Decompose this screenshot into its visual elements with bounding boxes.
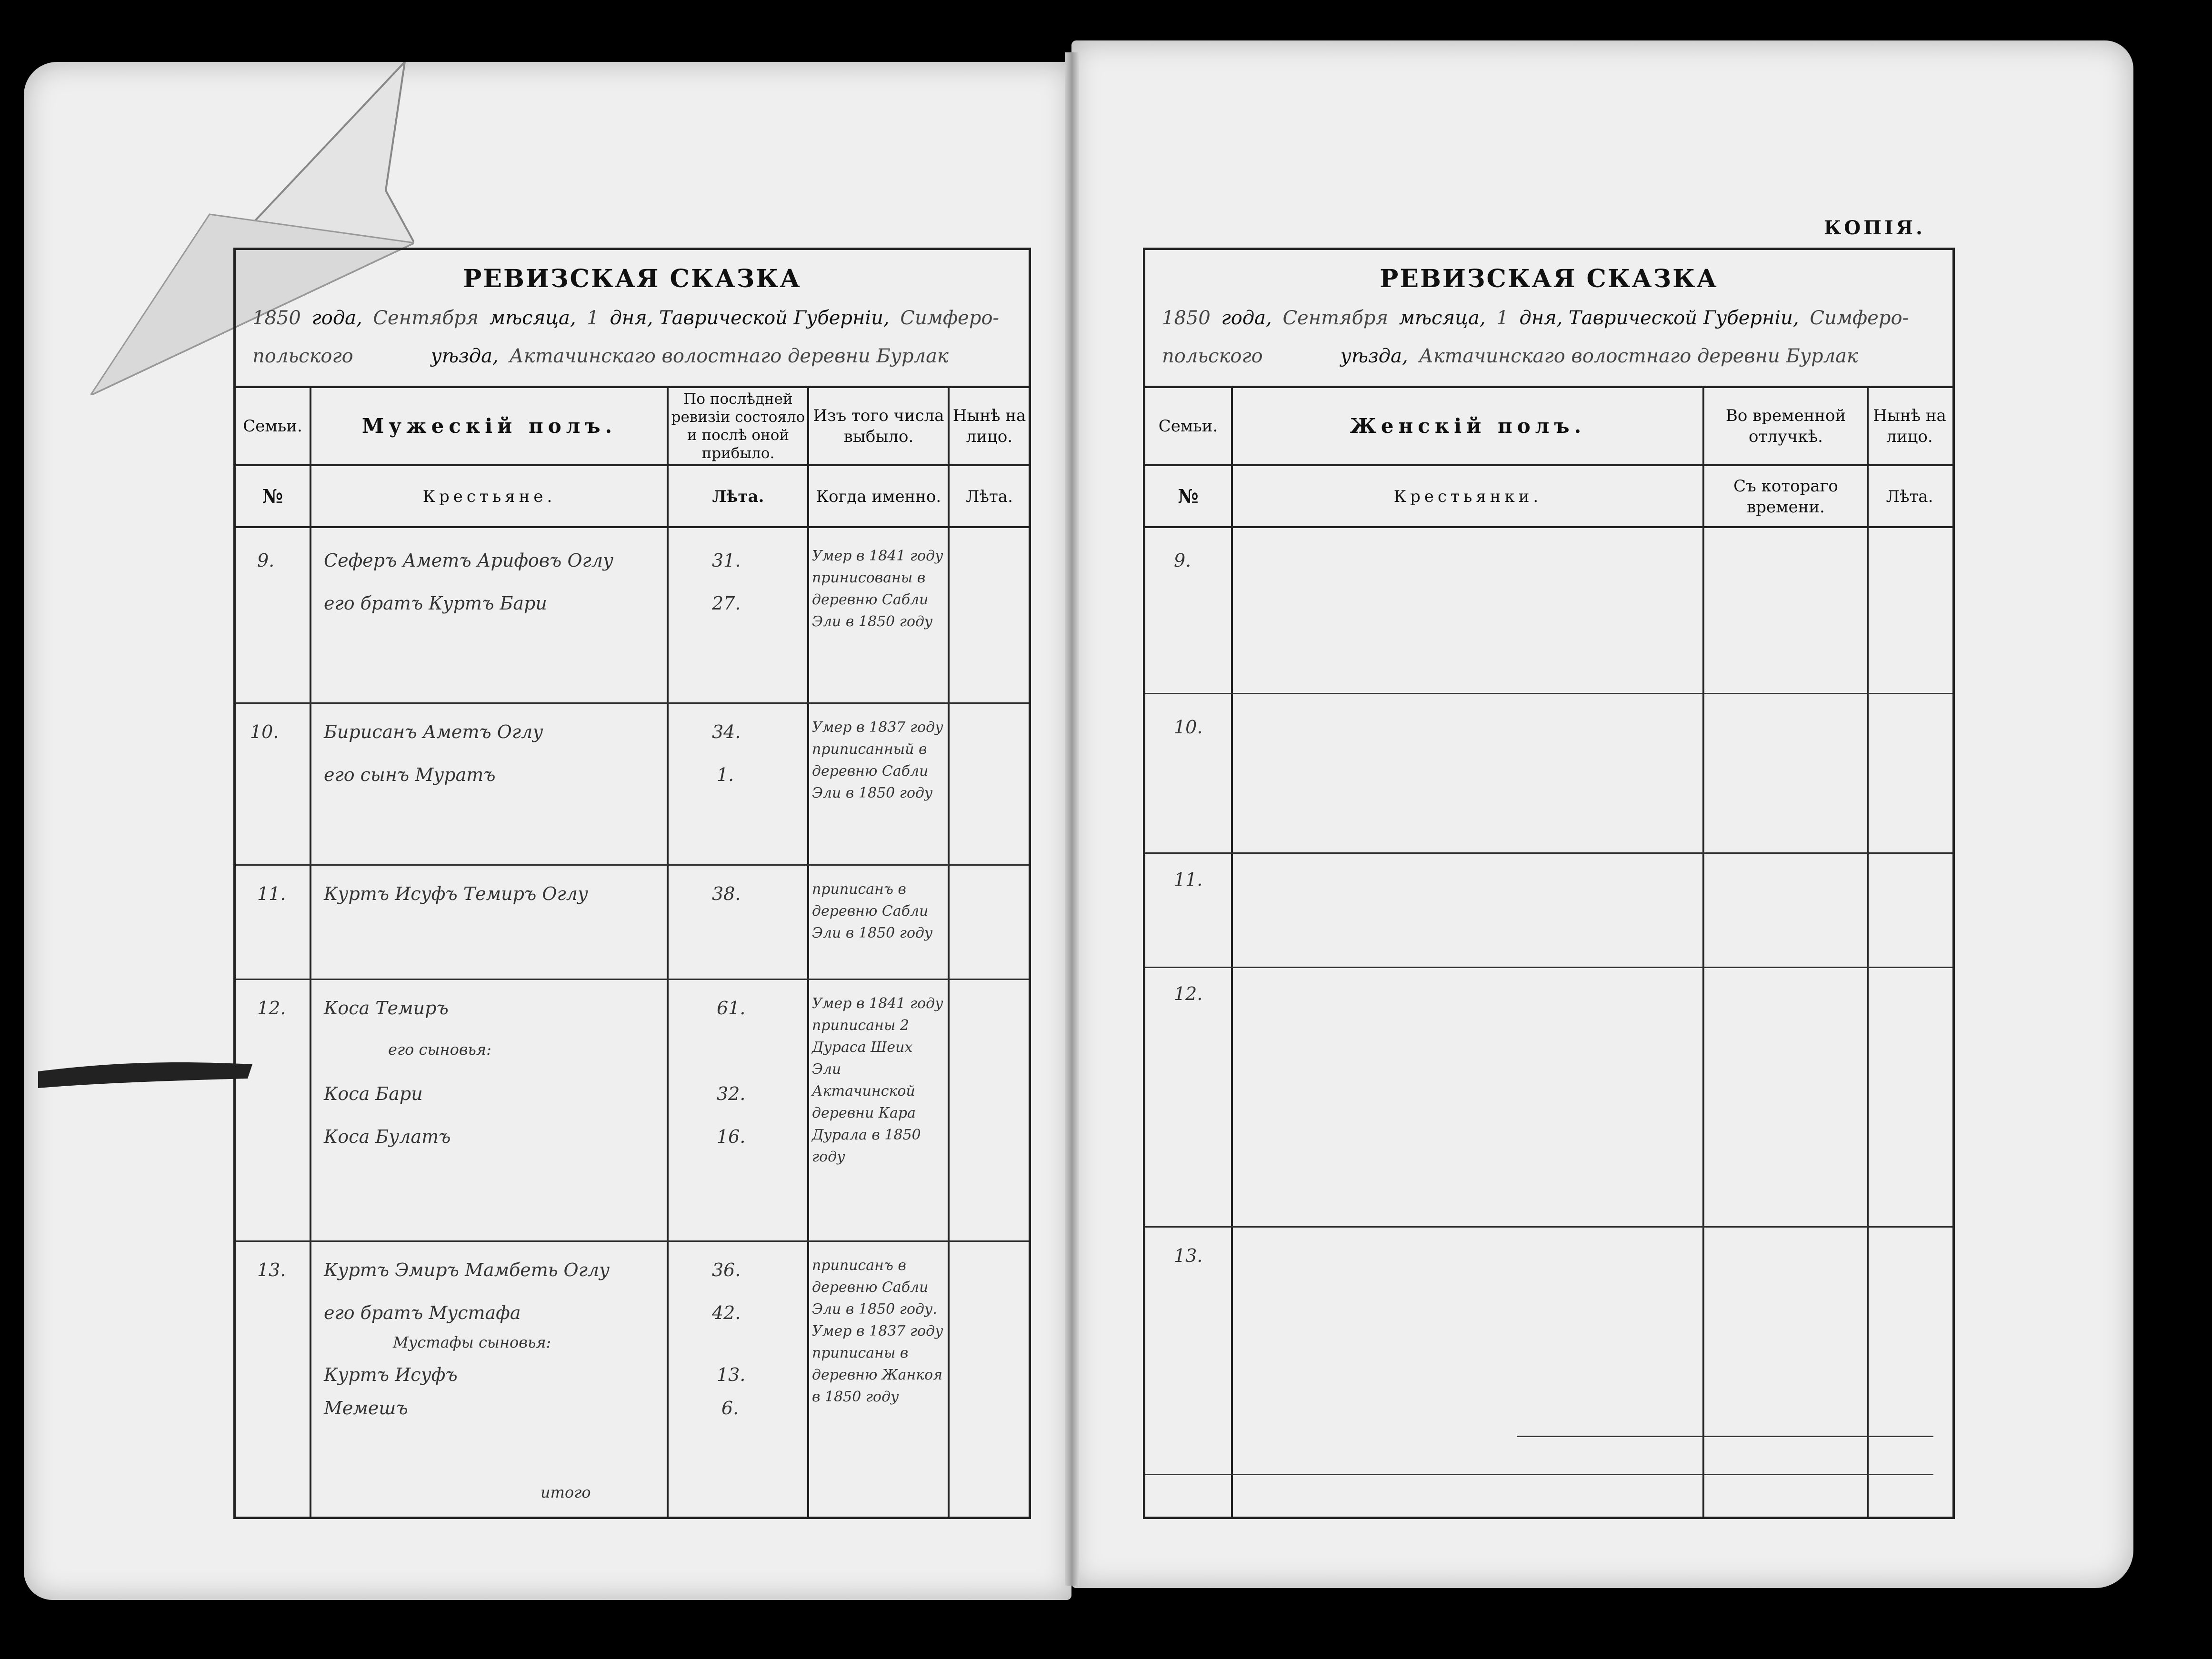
family-number: 12. (1174, 983, 1203, 1004)
family-number: 13. (1174, 1245, 1203, 1266)
family-number: 13. (257, 1259, 286, 1280)
entry-age: 34. (712, 721, 741, 742)
uezd-label: уѣзда, (430, 345, 499, 367)
entry-age: 16. (717, 1126, 746, 1147)
day-handwritten: 1 (1496, 307, 1509, 329)
volost-handwritten: Актачинскаго волостнаго деревни Бурлак (1419, 345, 1858, 367)
entry-name: его братъ Куртъ Бари (324, 593, 547, 614)
month-label: мѣсяца, (1399, 307, 1486, 329)
uezd-prefix-handwritten: польского (252, 345, 353, 367)
left-table (236, 386, 1029, 1517)
form-meta-row-2 (248, 345, 1019, 367)
entry-name: Мемешъ (324, 1398, 408, 1419)
header-present: Нынѣ на лицо. (952, 406, 1026, 446)
header-when: Когда именно. (816, 487, 941, 506)
family-number: 12. (257, 998, 286, 1019)
entry-name: Коса Бари (324, 1083, 423, 1104)
header-number: № (1178, 485, 1199, 508)
entry-age: 1. (717, 764, 734, 785)
day-handwritten: 1 (587, 307, 599, 329)
header-temporary-absence: Во временной отлучкѣ. (1725, 406, 1846, 446)
header-number: № (262, 485, 283, 508)
day-label: дня, Таврической Губерніи, (610, 307, 890, 329)
entry-name: Куртъ Эмиръ Мамбеть Оглу (324, 1259, 610, 1280)
year-label: года, (1221, 307, 1272, 329)
volost-handwritten: Актачинскаго волостнаго деревни Бурлак (509, 345, 949, 367)
year-label: года, (311, 307, 362, 329)
month-handwritten: Сентября (373, 307, 479, 329)
uezd-label: уѣзда, (1340, 345, 1408, 367)
header-years: Лѣта. (712, 487, 764, 506)
family-number: 11. (257, 883, 286, 904)
day-label: дня, Таврической Губерніи, (1519, 307, 1799, 329)
entry-name: Коса Булатъ (324, 1126, 451, 1147)
entry-age: 6. (721, 1398, 739, 1419)
header-previous-revision: По послѣдней ревизіи состояло и послѣ оной прибыло. (671, 390, 805, 462)
entry-name: Мустафы сыновья: (393, 1333, 551, 1351)
form-title: РЕВИЗСКАЯ СКАЗКА (1380, 264, 1718, 293)
entry-when: приписанъ в деревню Сабли Эли в 1850 году (812, 881, 933, 941)
left-census-form (233, 248, 1031, 1519)
form-meta-row-2 (1157, 345, 1943, 367)
header-years: Лѣта. (1886, 487, 1933, 506)
form-meta-row-1 (248, 307, 1019, 329)
family-number: 11. (1174, 869, 1203, 890)
entry-age: 13. (717, 1364, 746, 1385)
right-census-form (1143, 248, 1955, 1519)
entry-name: Сеферъ Аметъ Арифовъ Оглу (324, 550, 614, 571)
copy-label: КОПІЯ. (1824, 217, 1925, 239)
header-since: Съ котораго времени. (1733, 476, 1838, 517)
total-handwritten: итого (540, 1483, 591, 1501)
family-number: 9. (1174, 550, 1191, 571)
entry-name: Коса Темиръ (324, 998, 449, 1019)
form-title: РЕВИЗСКАЯ СКАЗКА (463, 264, 801, 293)
header-family: Семьи. (1158, 417, 1218, 436)
ribbon-bookmark (38, 1045, 252, 1098)
entry-age: 31. (712, 550, 741, 571)
month-handwritten: Сентября (1282, 307, 1388, 329)
header-years-now: Лѣта. (966, 487, 1013, 506)
gubernia-handwritten: Симферо- (1810, 307, 1909, 329)
entry-name: Бирисанъ Аметъ Оглу (324, 721, 543, 742)
family-number: 10. (250, 721, 279, 742)
entry-age: 36. (712, 1259, 741, 1280)
header-female-sex: Женскій полъ. (1350, 414, 1586, 438)
entry-name: его братъ Мустафа (324, 1302, 521, 1323)
entry-age: 27. (712, 593, 741, 614)
entry-when: Умер в 1841 году принисованы в деревню Сабли Эли в 1850 году (812, 548, 943, 630)
entry-name: Куртъ Исуфъ Темиръ Оглу (324, 883, 588, 904)
header-family: Семьи. (243, 417, 302, 436)
gubernia-handwritten: Симферо- (900, 307, 1000, 329)
entry-when: Умер в 1841 году приписаны 2 Дураса Шеих Эли Актачинской деревни Кара Дурала в 1850 году (812, 995, 943, 1165)
right-table (1145, 386, 1952, 1517)
family-number: 9. (257, 550, 275, 571)
entry-when: Умер в 1837 году приписанный в деревню Сабли Эли в 1850 году (812, 719, 943, 801)
entry-age: 32. (717, 1083, 746, 1104)
header-peasant-women: Крестьянки. (1393, 487, 1542, 506)
form-meta-row-1 (1157, 307, 1943, 329)
entry-age: 38. (712, 883, 741, 904)
entry-age: 42. (712, 1302, 741, 1323)
entry-name: его сыновья: (388, 1040, 491, 1059)
entry-name: его сынъ Муратъ (324, 764, 496, 785)
header-peasants: Крестьяне. (422, 487, 556, 506)
uezd-prefix-handwritten: польского (1162, 345, 1263, 367)
entry-age: 61. (717, 998, 746, 1019)
header-male-sex: Мужескій полъ. (361, 414, 617, 438)
year-handwritten: 1850 (1162, 307, 1211, 329)
header-present: Нынѣ на лицо. (1873, 406, 1946, 446)
header-departed: Изъ того числа выбыло. (813, 406, 944, 446)
family-number: 10. (1174, 717, 1203, 738)
book-gutter (1065, 52, 1079, 1586)
year-handwritten: 1850 (252, 307, 301, 329)
month-label: мѣсяца, (489, 307, 576, 329)
entry-when: приписанъ в деревню Сабли Эли в 1850 году. Умер в 1837 году приписаны в деревню Жанкоя в 1850 году (812, 1257, 943, 1405)
entry-name: Куртъ Исуфъ (324, 1364, 458, 1385)
